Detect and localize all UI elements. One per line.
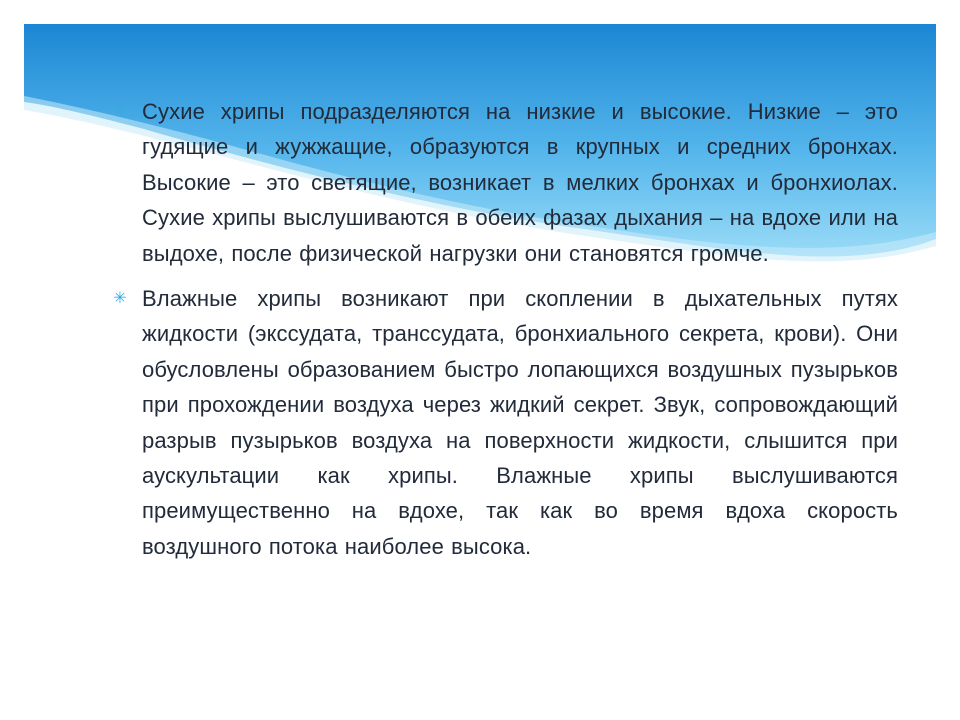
bullet-item-dry-rales: [110, 94, 898, 271]
bullet-item-moist-rales: [110, 281, 898, 564]
star-bullet-icon: ✳: [113, 290, 127, 308]
star-bullet-icon: ✳: [113, 103, 127, 120]
bullet-list: [110, 94, 898, 574]
bullet-text: Влажные хрипы возникают при скоплении в дыхательных путях жидкости (экссудата, транссудата, бронхиального секрета, крови). Они обусловлены образованием быстро лопающихся воздушных пузырьков при прохождении воздуха через жидкий секрет. Звук, сопровождающий разрыв пузырьков воздуха на поверхности жидкости, слышится при аускультации как хрипы. Влажные хрипы выслушиваются преимущественно на вдохе, так как во время вдоха скорость воздушного потока наиболее высока.: [142, 286, 898, 559]
bullet-text: Сухие хрипы подразделяются на низкие и высокие. Низкие – это гудящие и жужжащие, образуются в крупных и средних бронхах. Высокие – это светящие, возникает в мелких бронхах и бронхиолах. Сухие хрипы выслушиваются в обеих фазах дыхания – на вдохе или на выдохе, после физической нагрузки они становятся громче.: [142, 99, 898, 266]
slide-frame: [24, 24, 936, 696]
